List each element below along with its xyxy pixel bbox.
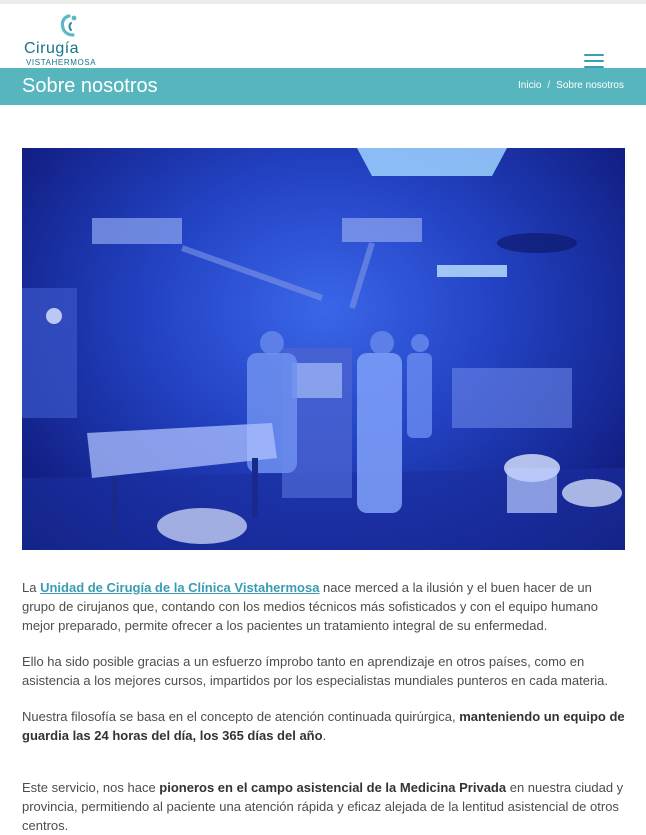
site-header: [0, 4, 646, 68]
effort-paragraph: Ello ha sido posible gracias a un esfuerzo ímprobo tanto en aprendizaje en otros países, como en asistencia a los mejores cursos, impartidos por los especialistas mundiales punteros en cada materia.: [22, 654, 609, 688]
intro-paragraph: [22, 578, 626, 635]
logo-name: Cirugía: [24, 40, 80, 57]
breadcrumb-home-link[interactable]: Inicio: [518, 80, 542, 91]
service-highlight: pioneros en el campo asistencial de la Medicina Privada: [159, 780, 507, 795]
philosophy-highlight: manteniendo un equipo de guardia las 24 horas del día, los 365 días del año: [22, 709, 625, 743]
philosophy-paragraph: [22, 707, 626, 745]
page-title-bar: [0, 68, 646, 105]
operating-table: [87, 423, 277, 478]
ceiling-vent: [497, 233, 577, 253]
unit-link[interactable]: Unidad de Cirugía de la Clínica Vistahermosa: [40, 580, 320, 595]
breadcrumb-separator: /: [547, 80, 551, 91]
page-title: Sobre nosotros: [22, 75, 158, 97]
intro-text-pre: La: [22, 580, 41, 595]
nurse-body: [357, 353, 402, 513]
service-text-post: en nuestra ciudad y provincia, permitiendo al paciente una atención rápida y eficaz alejada de la lentitud asistencial de otros centros.: [22, 780, 624, 833]
floor-bag: [157, 508, 247, 544]
wall-clock-icon: [46, 308, 62, 324]
logo-mark-icon: [54, 14, 80, 38]
operating-room-photo: [22, 148, 625, 550]
site-logo[interactable]: [24, 14, 114, 66]
intro-text-post: nace merced a la ilusión y el buen hacer de un grupo de cirujanos que, contando con los medios técnicos más sofisticados y con el equipo humano mejor preparado, permite ofrecer a los pacientes un tratamiento integral de su enfermedad.: [22, 580, 598, 633]
operating-room-illustration: [22, 148, 625, 550]
service-text-pre: Este servicio, nos hace: [22, 780, 160, 795]
wall-unit: [22, 288, 77, 418]
breadcrumb: [518, 80, 624, 91]
side-cabinet: [452, 368, 572, 428]
service-paragraph: [22, 778, 626, 835]
ceiling-light: [357, 148, 507, 176]
surgical-lamp-right: [342, 218, 422, 242]
surgical-lamp-left: [92, 218, 182, 244]
hamburger-menu-icon[interactable]: [584, 54, 604, 68]
ceiling-panel-light: [437, 265, 507, 277]
breadcrumb-current: Sobre nosotros: [556, 80, 624, 91]
philosophy-text-post: .: [322, 728, 327, 743]
surgeon-head: [260, 331, 284, 355]
philosophy-text-pre: Nuestra filosofía se basa en el concepto de atención continuada quirúrgica,: [22, 709, 460, 724]
logo-subtitle: VISTAHERMOSA: [26, 58, 97, 67]
